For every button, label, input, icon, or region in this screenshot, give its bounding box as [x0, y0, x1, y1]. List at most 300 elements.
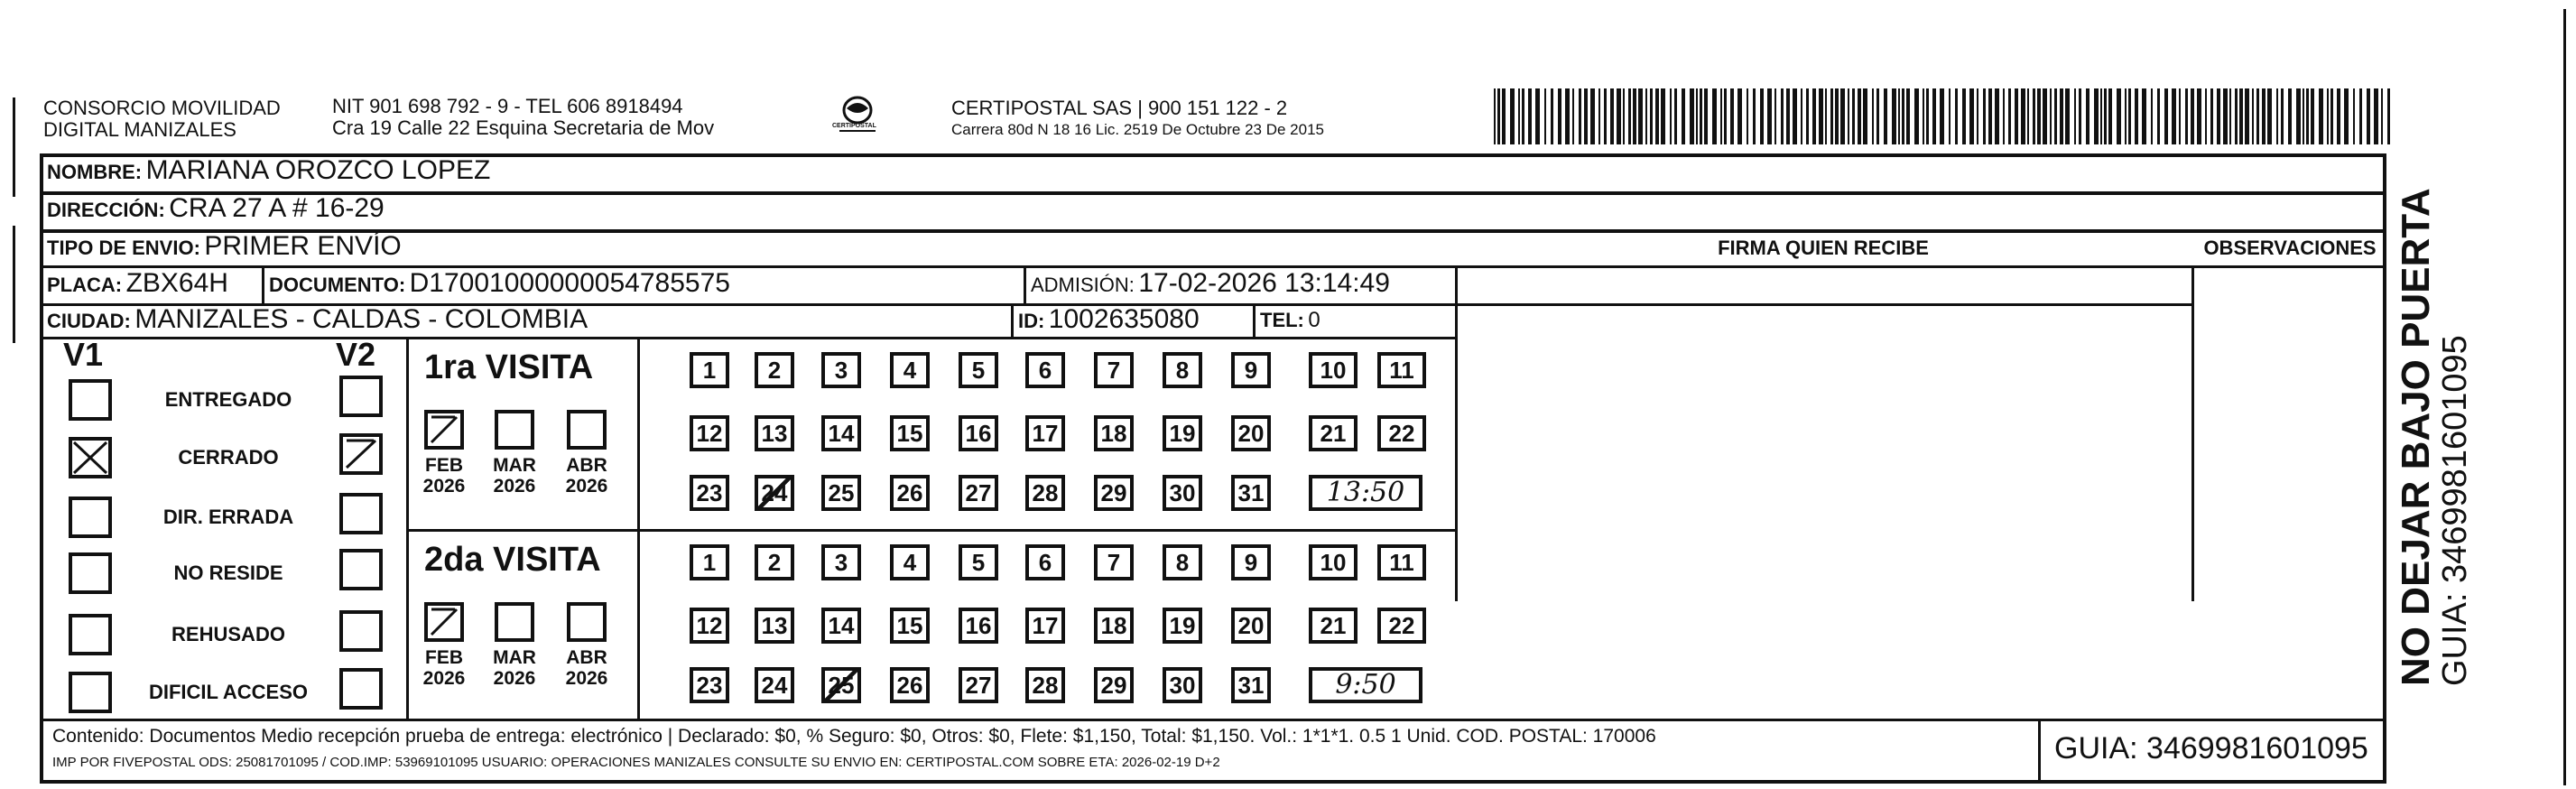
month-name: ABR — [566, 455, 607, 476]
barcode-bar — [2252, 88, 2254, 144]
barcode-bar — [2205, 88, 2207, 144]
day-box[interactable]: 19 — [1163, 415, 1202, 451]
day-box[interactable]: 23 — [690, 667, 729, 703]
barcode-bar — [2135, 88, 2138, 144]
barcode-bar — [2015, 88, 2018, 144]
barcode-bar — [2037, 88, 2041, 144]
barcode-bar — [2172, 88, 2176, 144]
month-year: 2026 — [422, 668, 466, 689]
v2-checkbox[interactable] — [339, 433, 383, 475]
barcode-bar — [2262, 88, 2266, 144]
day-box[interactable]: 20 — [1231, 608, 1271, 644]
day-box[interactable]: 22 — [1377, 415, 1426, 451]
day-box[interactable]: 15 — [890, 415, 930, 451]
admision-label: ADMISIÓN: — [1031, 274, 1135, 296]
day-box[interactable]: 7 — [1094, 544, 1134, 580]
day-box[interactable]: 30 — [1163, 475, 1202, 511]
barcode-bar — [1645, 88, 1647, 144]
day-box[interactable]: 25 — [821, 475, 861, 511]
month-label — [560, 647, 614, 689]
barcode-bar — [2128, 88, 2131, 144]
day-box[interactable]: 3 — [821, 352, 861, 388]
status-option-label: DIR. ERRADA — [162, 506, 294, 528]
month-name: MAR — [493, 647, 536, 668]
month-year: 2026 — [565, 476, 608, 497]
barcode-bar — [1819, 88, 1823, 144]
barcode-bar — [1876, 88, 1879, 144]
day-box[interactable]: 11 — [1377, 544, 1426, 580]
placa-field — [47, 268, 228, 299]
certipostal-logo-icon — [830, 90, 885, 144]
day-box[interactable]: 30 — [1163, 667, 1202, 703]
day-box[interactable]: 13 — [755, 608, 794, 644]
day-box[interactable]: 20 — [1231, 415, 1271, 451]
barcode-bar — [1737, 88, 1742, 144]
status-option-label: ENTREGADO — [164, 388, 292, 411]
barcode-bar — [2267, 88, 2272, 144]
month-label — [417, 455, 471, 497]
barcode-bar — [1704, 88, 1708, 144]
barcode-bar — [2387, 88, 2390, 144]
barcode-bar — [1835, 88, 1839, 144]
day-box[interactable]: 13 — [755, 415, 794, 451]
day-box[interactable]: 18 — [1094, 415, 1134, 451]
barcode-bar — [2353, 88, 2355, 144]
direccion-label: DIRECCIÓN: — [47, 199, 165, 221]
day-box[interactable]: 31 — [1231, 475, 1271, 511]
barcode-bar — [1977, 88, 1978, 144]
v1-checkbox[interactable] — [69, 379, 112, 421]
barcode-bar — [1760, 88, 1764, 144]
day-box[interactable]: 4 — [890, 352, 930, 388]
barcode-bar — [2151, 88, 2153, 144]
placa-value: ZBX64H — [125, 268, 228, 298]
barcode-bar — [1604, 88, 1607, 144]
footer-contents: Contenido: Documentos Medio recepción prueba de entrega: electrónico | Declarado: $0, % Seguro: $0, Otros: $0, Flete: $1,150, Total: $1,150. Vol.: 1*1*1. 0.5 1 Unid. COD. POSTAL: 170006 — [52, 726, 1656, 747]
barcode-bar — [2164, 88, 2168, 144]
placa-label: PLACA: — [47, 274, 123, 296]
barcode-bar — [1617, 88, 1621, 144]
barcode-bar — [1747, 88, 1748, 144]
barcode-bar — [2306, 88, 2309, 144]
day-box[interactable]: 21 — [1309, 608, 1357, 644]
id-field — [1018, 304, 1200, 335]
day-box[interactable]: 6 — [1025, 352, 1065, 388]
day-box[interactable]: 8 — [1163, 352, 1202, 388]
barcode-bar — [2344, 88, 2349, 144]
barcode-bar — [2296, 88, 2301, 144]
barcode-bar — [2104, 88, 2107, 144]
month-checkbox[interactable] — [495, 602, 534, 642]
documento-value: D17001000000054785575 — [409, 268, 730, 298]
side-text — [2395, 181, 2473, 686]
visit-title: 2da VISITA — [424, 541, 601, 579]
barcode-bar — [1638, 88, 1643, 144]
barcode-bar — [1848, 88, 1849, 144]
status-option-label: REHUSADO — [171, 623, 285, 645]
barcode-bar — [2074, 88, 2076, 144]
day-box[interactable]: 17 — [1025, 415, 1065, 451]
id-label: ID: — [1018, 310, 1045, 332]
barcode-bar — [2359, 88, 2362, 144]
barcode-bar — [1767, 88, 1772, 144]
day-box[interactable]: 26 — [890, 667, 930, 703]
side-warning: NO DEJAR BAJO PUERTA — [2394, 188, 2438, 686]
barcode-bar — [2229, 88, 2231, 144]
barcode-bar — [2367, 88, 2370, 144]
v1-checkbox[interactable] — [69, 437, 112, 478]
nombre-label: NOMBRE: — [47, 161, 143, 183]
barcode-bar — [1633, 88, 1636, 144]
barcode-bar — [1720, 88, 1722, 144]
barcode-bar — [1914, 88, 1919, 144]
status-option-label: DIFICIL ACCESO — [148, 681, 308, 703]
barcode-bar — [1812, 88, 1816, 144]
barcode-bar — [1898, 88, 1900, 144]
day-box[interactable]: 3 — [821, 544, 861, 580]
direccion-value: CRA 27 A # 16-29 — [169, 193, 385, 223]
barcode-bar — [2027, 88, 2029, 144]
barcode-bar — [1940, 88, 1944, 144]
courier-info — [951, 97, 1324, 139]
documento-label: DOCUMENTO: — [269, 274, 406, 296]
day-box[interactable]: 5 — [959, 544, 998, 580]
page-edge — [2563, 9, 2566, 785]
tipo-envio-label: TIPO DE ENVIO: — [47, 237, 200, 259]
barcode-bar — [2003, 88, 2005, 144]
barcode-bar — [1730, 88, 1734, 144]
month-checkbox[interactable] — [567, 410, 607, 450]
v1-label: V1 — [63, 336, 104, 373]
barcode-bar — [2142, 88, 2146, 144]
day-box[interactable]: 5 — [959, 352, 998, 388]
barcode-bar — [2337, 88, 2340, 144]
day-box[interactable]: 1 — [690, 352, 729, 388]
barcode-bar — [1892, 88, 1896, 144]
barcode-bar — [1674, 88, 1677, 144]
v2-checkbox[interactable] — [339, 376, 383, 417]
barcode-bar — [2311, 88, 2314, 144]
courier-name: CERTIPOSTAL SAS | 900 151 122 - 2 — [951, 97, 1288, 119]
tipo-envio-value: PRIMER ENVÍO — [204, 231, 402, 261]
v1-checkbox[interactable] — [69, 614, 112, 655]
barcode-bar — [1969, 88, 1974, 144]
barcode-bar — [2281, 88, 2284, 144]
day-box[interactable]: 7 — [1094, 352, 1134, 388]
barcode-bar — [2179, 88, 2181, 144]
month-year: 2026 — [422, 476, 466, 497]
barcode-bar — [1661, 88, 1665, 144]
v1-checkbox[interactable] — [69, 672, 112, 713]
barcode-bar — [2050, 88, 2052, 144]
day-box[interactable]: 16 — [959, 608, 998, 644]
company-nit: NIT 901 698 792 - 9 - TEL 606 8918494 — [332, 95, 683, 117]
day-box[interactable]: 12 — [690, 415, 729, 451]
barcode-bar — [2276, 88, 2278, 144]
barcode-bar — [2094, 88, 2099, 144]
day-box[interactable]: 22 — [1377, 608, 1426, 644]
barcode-bar — [2008, 88, 2011, 144]
company-line-1: CONSORCIO MOVILIDAD — [43, 97, 281, 119]
day-box[interactable]: 18 — [1094, 608, 1134, 644]
barcode-bar — [1535, 88, 1540, 144]
handwritten-time: 9:50 — [1309, 667, 1422, 703]
barcode-bar — [1623, 88, 1625, 144]
barcode-bar — [1502, 88, 1506, 144]
barcode-bar — [2217, 88, 2220, 144]
barcode-bar — [1786, 88, 1790, 144]
barcode-bar — [1584, 88, 1588, 144]
v2-checkbox[interactable] — [339, 493, 383, 534]
company-line-2: DIGITAL MANIZALES — [43, 118, 236, 141]
margin-mark — [13, 97, 15, 197]
id-value: 1002635080 — [1048, 304, 1200, 334]
day-box[interactable]: 15 — [890, 608, 930, 644]
barcode-bar — [1598, 88, 1600, 144]
v2-checkbox[interactable] — [339, 610, 383, 652]
barcode-bar — [2303, 88, 2304, 144]
company-address: Cra 19 Calle 22 Esquina Secretaria de Mov — [332, 116, 715, 139]
check-mark-icon — [428, 413, 460, 446]
barcode-bar — [1579, 88, 1581, 144]
month-year: 2026 — [493, 476, 536, 497]
barcode-bar — [2330, 88, 2333, 144]
side-guia: GUIA: 3469981601095 — [2436, 335, 2474, 686]
barcode-bar — [1884, 88, 1887, 144]
barcode-bar — [2319, 88, 2323, 144]
day-box[interactable]: 28 — [1025, 475, 1065, 511]
barcode-bar — [1610, 88, 1614, 144]
day-box[interactable]: 24 — [755, 475, 794, 511]
barcode-bar — [1995, 88, 1999, 144]
barcode-bar — [1872, 88, 1874, 144]
barcode-bar — [2108, 88, 2112, 144]
barcode-bar — [1690, 88, 1694, 144]
month-label — [560, 455, 614, 497]
barcode-bar — [2210, 88, 2213, 144]
day-box[interactable]: 10 — [1309, 352, 1357, 388]
tipo-envio-field — [47, 231, 402, 262]
certipostal-logo — [830, 90, 885, 144]
barcode-bar — [1825, 88, 1827, 144]
v1-checkbox[interactable] — [69, 497, 112, 538]
v2-checkbox[interactable] — [339, 549, 383, 590]
barcode-bar — [2191, 88, 2194, 144]
barcode-bar — [1774, 88, 1776, 144]
barcode-bar — [1801, 88, 1802, 144]
firma-header: FIRMA QUIEN RECIBE — [1718, 237, 1929, 259]
day-box[interactable]: 25 — [821, 667, 861, 703]
day-box[interactable]: 14 — [821, 608, 861, 644]
observaciones-header: OBSERVACIONES — [2203, 237, 2377, 259]
barcode-bar — [1863, 88, 1867, 144]
barcode-bar — [1852, 88, 1855, 144]
footer-guia: GUIA: 3469981601095 — [2054, 731, 2368, 766]
day-box[interactable]: 19 — [1163, 608, 1202, 644]
barcode-bar — [2117, 88, 2121, 144]
barcode-bar — [2197, 88, 2201, 144]
barcode-bar — [2079, 88, 2081, 144]
nombre-field — [47, 155, 490, 186]
barcode-bar — [1781, 88, 1784, 144]
status-option-label: NO RESIDE — [173, 562, 283, 584]
barcode-bar — [1670, 88, 1672, 144]
check-mark-icon — [343, 437, 379, 471]
admision-field — [1031, 268, 1390, 299]
barcode-bar — [1949, 88, 1951, 144]
barcode-bar — [1497, 88, 1500, 144]
tel-value: 0 — [1308, 308, 1320, 332]
barcode-bar — [1858, 88, 1861, 144]
month-year: 2026 — [493, 668, 536, 689]
nombre-value: MARIANA OROZCO LOPEZ — [145, 155, 491, 185]
day-box[interactable]: 14 — [821, 415, 861, 451]
barcode-bar — [1628, 88, 1631, 144]
month-label — [487, 455, 542, 497]
barcode-bar — [1902, 88, 1904, 144]
month-checkbox[interactable] — [567, 602, 607, 642]
barcode-bar — [1806, 88, 1809, 144]
day-box[interactable]: 29 — [1094, 475, 1134, 511]
month-checkbox[interactable] — [424, 410, 464, 450]
barcode-bar — [2239, 88, 2243, 144]
footer-imp: IMP POR FIVEPOSTAL ODS: 25081701095 / COD.IMP: 53969101095 USUARIO: OPERACIONES MANIZALES CONSULTE SU ENVIO EN: CERTIPOSTAL.COM SOBRE ETA: 2026-02-19 D+2 — [52, 755, 1220, 770]
day-box[interactable]: 11 — [1377, 352, 1426, 388]
day-box[interactable]: 6 — [1025, 544, 1065, 580]
month-name: FEB — [425, 455, 463, 476]
barcode-bar — [1551, 88, 1553, 144]
barcode-bar — [1528, 88, 1532, 144]
barcode-bar — [1793, 88, 1797, 144]
barcode-bar — [2256, 88, 2259, 144]
day-box[interactable]: 23 — [690, 475, 729, 511]
day-box[interactable]: 16 — [959, 415, 998, 451]
check-mark-icon — [428, 606, 460, 638]
day-box[interactable]: 26 — [890, 475, 930, 511]
barcode-bar — [2157, 88, 2160, 144]
barcode-bar — [1518, 88, 1520, 144]
barcode-bar — [2065, 88, 2070, 144]
barcode-bar — [2381, 88, 2383, 144]
admision-value: 17-02-2026 13:14:49 — [1138, 268, 1390, 298]
month-name: MAR — [493, 455, 536, 476]
barcode-bar — [2288, 88, 2292, 144]
tel-label: TEL: — [1260, 309, 1304, 331]
day-box[interactable]: 1 — [690, 544, 729, 580]
barcode-bar — [2327, 88, 2329, 144]
courier-address: Carrera 80d N 18 16 Lic. 2519 De Octubre 23 De 2015 — [951, 121, 1324, 138]
barcode-bar — [1923, 88, 1924, 144]
logo-caption: CERTIPOSTAL — [832, 123, 876, 129]
barcode-bar — [2235, 88, 2238, 144]
day-box[interactable]: 9 — [1231, 352, 1271, 388]
day-box[interactable]: 9 — [1231, 544, 1271, 580]
handwritten-time: 13:50 — [1309, 475, 1422, 511]
barcode-bar — [1696, 88, 1698, 144]
barcode — [1494, 88, 2396, 144]
day-box[interactable]: 21 — [1309, 415, 1357, 451]
v2-label: V2 — [336, 336, 376, 373]
day-box[interactable]: 8 — [1163, 544, 1202, 580]
visit-title: 1ra VISITA — [424, 348, 594, 386]
barcode-bar — [1558, 88, 1561, 144]
barcode-bar — [1565, 88, 1570, 144]
barcode-bar — [1840, 88, 1845, 144]
status-option-label: CERRADO — [178, 446, 279, 469]
v1-checkbox[interactable] — [69, 552, 112, 594]
month-label — [417, 647, 471, 689]
barcode-bar — [2086, 88, 2090, 144]
day-box[interactable]: 27 — [959, 667, 998, 703]
barcode-bar — [2033, 88, 2035, 144]
day-box[interactable]: 29 — [1094, 667, 1134, 703]
day-box[interactable]: 2 — [755, 352, 794, 388]
barcode-bar — [1955, 88, 1958, 144]
month-name: ABR — [566, 647, 607, 668]
company-contact — [332, 96, 714, 139]
month-name: FEB — [425, 647, 463, 668]
barcode-bar — [2245, 88, 2249, 144]
month-label — [487, 647, 542, 689]
barcode-bar — [2021, 88, 2025, 144]
month-year: 2026 — [565, 668, 608, 689]
barcode-bar — [1590, 88, 1595, 144]
barcode-image — [1494, 88, 2396, 144]
barcode-bar — [1522, 88, 1524, 144]
barcode-bar — [2223, 88, 2228, 144]
day-box[interactable]: 27 — [959, 475, 998, 511]
month-checkbox[interactable] — [424, 602, 464, 642]
ciudad-value: MANIZALES - CALDAS - COLOMBIA — [134, 304, 588, 334]
barcode-bar — [1926, 88, 1929, 144]
barcode-bar — [2043, 88, 2047, 144]
barcode-bar — [2054, 88, 2057, 144]
barcode-bar — [2100, 88, 2102, 144]
direccion-field — [47, 193, 385, 224]
margin-mark — [13, 226, 15, 343]
barcode-bar — [1655, 88, 1659, 144]
barcode-bar — [1510, 88, 1515, 144]
barcode-bar — [1962, 88, 1966, 144]
day-box[interactable]: 31 — [1231, 667, 1271, 703]
day-box[interactable]: 4 — [890, 544, 930, 580]
day-box[interactable]: 17 — [1025, 608, 1065, 644]
barcode-bar — [1830, 88, 1833, 144]
day-box[interactable]: 2 — [755, 544, 794, 580]
barcode-bar — [1988, 88, 1992, 144]
documento-field — [269, 268, 730, 299]
v2-checkbox[interactable] — [339, 668, 383, 710]
day-box[interactable]: 24 — [755, 667, 794, 703]
barcode-bar — [2060, 88, 2063, 144]
day-box[interactable]: 10 — [1309, 544, 1357, 580]
month-checkbox[interactable] — [495, 410, 534, 450]
barcode-bar — [1906, 88, 1910, 144]
day-box[interactable]: 12 — [690, 608, 729, 644]
barcode-bar — [1932, 88, 1936, 144]
barcode-bar — [1712, 88, 1717, 144]
barcode-bar — [1724, 88, 1727, 144]
day-box[interactable]: 28 — [1025, 667, 1065, 703]
barcode-bar — [1753, 88, 1756, 144]
barcode-bar — [1682, 88, 1685, 144]
check-mark-icon — [72, 441, 108, 475]
tel-field — [1260, 308, 1320, 333]
barcode-bar — [2185, 88, 2188, 144]
company-name — [43, 97, 281, 141]
ciudad-label: CIUDAD: — [47, 310, 131, 332]
barcode-bar — [1650, 88, 1653, 144]
